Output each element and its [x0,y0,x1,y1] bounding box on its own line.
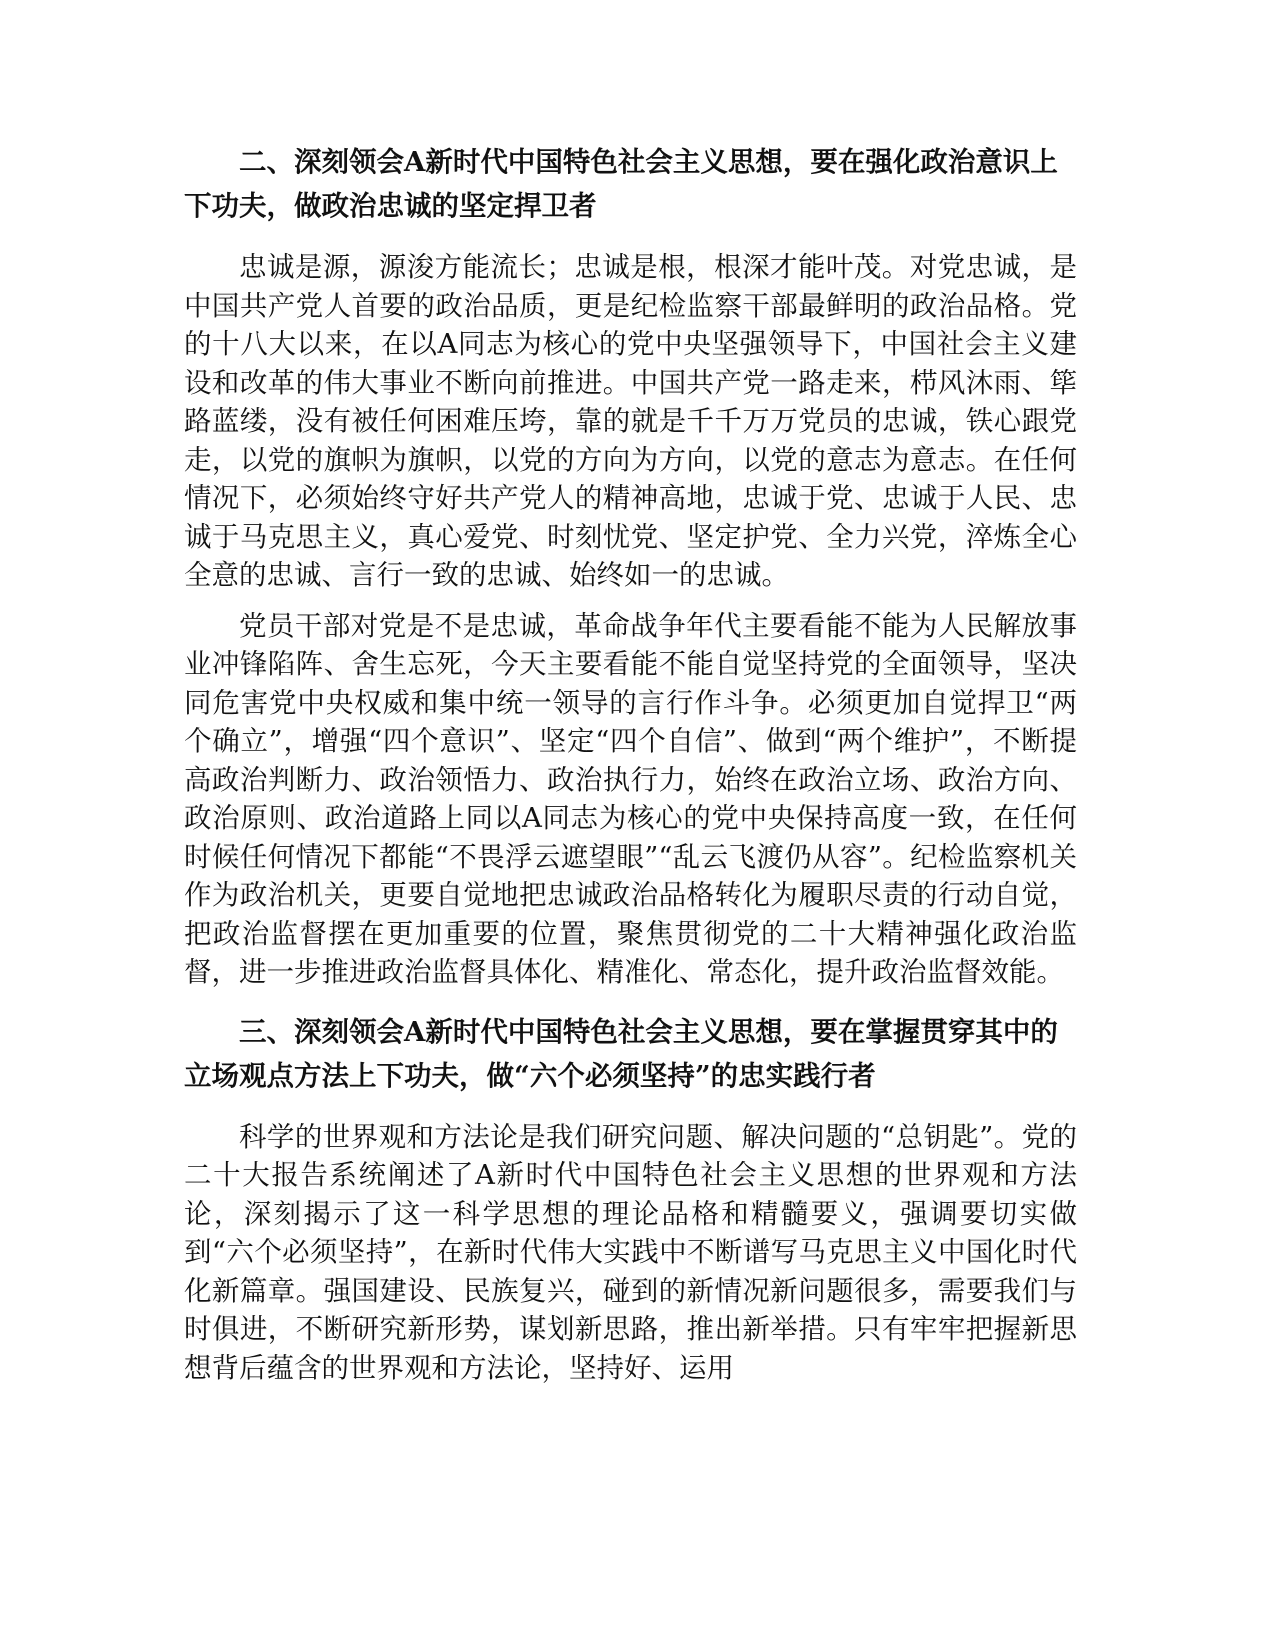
section-heading-2: 二、深刻领会A新时代中国特色社会主义思想，要在强化政治意识上下功夫，做政治忠诚的坚定捍卫者 [184,146,1058,222]
body-paragraph: 忠诚是源，源浚方能流长；忠诚是根，根深才能叶茂。对党忠诚，是中国共产党人首要的政治品质，更是纪检监察干部最鲜明的政治品格。党的十八大以来，在以A同志为核心的党中央坚强领导下，中国社会主义建设和改革的伟大事业不断向前推进。中国共产党一路走来，栉风沐雨、筚路蓝缕，没有被任何困难压垮，靠的就是千千万万党员的忠诚，铁心跟党走，以党的旗帜为旗帜，以党的方向为方向，以党的意志为意志。在任何情况下，必须始终守好共产党人的精神高地，忠诚于党、忠诚于人民、忠诚于马克思主义，真心爱党、时刻忧党、坚定护党、全力兴党，淬炼全心全意的忠诚、言行一致的忠诚、始终如一的忠诚。 [184,251,1077,591]
document-page [184,140,1077,1399]
section-heading-3: 三、深刻领会A新时代中国特色社会主义思想，要在掌握贯穿其中的立场观点方法上下功夫，做“六个必须坚持”的忠实践行者 [184,1015,1058,1092]
body-paragraph: 党员干部对党是不是忠诚，革命战争年代主要看能不能为人民解放事业冲锋陷阵、舍生忘死，今天主要看能不能自觉坚持党的全面领导，坚决同危害党中央权威和集中统一领导的言行作斗争。必须更加自觉捍卫“两个确立”，增强“四个意识”、坚定“四个自信”、做到“两个维护”，不断提高政治判断力、政治领悟力、政治执行力，始终在政治立场、政治方向、政治原则、政治道路上同以A同志为核心的党中央保持高度一致，在任何时候任何情况下都能“不畏浮云遮望眼”“乱云飞渡仍从容”。纪检监察机关作为政治机关，更要自觉地把忠诚政治品格转化为履职尽责的行动自觉，把政治监督摆在更加重要的位置，聚焦贯彻党的二十大精神强化政治监督，进一步推进政治监督具体化、精准化、常态化，提升政治监督效能。 [184,609,1077,988]
body-paragraph: 科学的世界观和方法论是我们研究问题、解决问题的“总钥匙”。党的二十大报告系统阐述了A新时代中国特色社会主义思想的世界观和方法论，深刻揭示了这一科学思想的理论品格和精髓要义，强调要切实做到“六个必须坚持”，在新时代伟大实践中不断谱写马克思主义中国化时代化新篇章。强国建设、民族复兴，碰到的新情况新问题很多，需要我们与时俱进，不断研究新形势，谋划新思路，推出新举措。只有牢牢把握新思想背后蕴含的世界观和方法论，坚持好、运用 [184,1120,1077,1384]
